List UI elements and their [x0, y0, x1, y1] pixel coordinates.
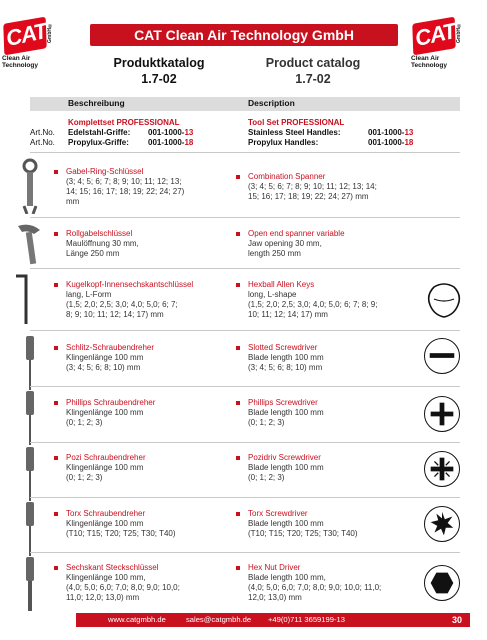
logo-gmbh: GmbH®	[47, 22, 53, 43]
divider	[30, 497, 460, 498]
catalog-version-en: 1.7-02	[295, 72, 331, 86]
item-de	[54, 398, 234, 428]
item-en	[236, 563, 426, 603]
set-handle-de: Edelstahl-Griffe:	[68, 128, 131, 137]
item-en	[236, 509, 426, 539]
pozidriv-tip-icon	[424, 451, 460, 487]
adjustable-wrench-icon	[10, 222, 50, 266]
item-title-de: Phillips Schraubendreher	[54, 398, 234, 408]
logo-line2: Technology	[2, 62, 38, 69]
phillips-tip-icon	[424, 396, 460, 432]
torx-tip-icon	[424, 506, 460, 542]
set-handle-de: Propylux-Griffe:	[68, 138, 129, 147]
footer-phone: +49(0)711 3659199-13	[268, 615, 345, 624]
item-desc-en: Blade length 100 mm	[248, 408, 324, 417]
hex-nut-tip-icon	[424, 565, 460, 601]
set-handle-en: Stainless Steel Handles:	[248, 128, 341, 137]
set-artno-en: 001-1000-18	[368, 138, 414, 147]
divider	[30, 552, 460, 553]
item-title-de: Pozi Schraubendreher	[54, 453, 234, 463]
item-desc-de: 14; 15; 16; 17; 18; 19; 22; 24; 27)	[66, 187, 185, 196]
catalog-title-en: Product catalog	[265, 56, 361, 70]
item-en	[236, 343, 426, 373]
item-desc-en: (3; 4; 5; 6; 8; 10) mm	[248, 363, 323, 372]
catalog-title-de: Produktkatalog	[113, 56, 205, 70]
item-desc-en: (1,5; 2,0; 2,5; 3,0; 4,0; 5,0; 6; 7; 8; 9;	[248, 300, 378, 309]
item-de	[54, 509, 234, 539]
item-desc-de: mm	[66, 197, 80, 206]
item-desc-de: Klingenlänge 100 mm	[66, 353, 144, 362]
item-desc-en: Blade length 100 mm	[248, 463, 324, 472]
logo-mark: CAT	[412, 18, 458, 51]
nut-driver-icon	[10, 557, 50, 613]
item-title-en: Hex Nut Driver	[236, 563, 426, 573]
item-title-en: Torx Screwdriver	[236, 509, 426, 519]
item-de	[54, 280, 234, 320]
item-title-de: Gabel-Ring-Schlüssel	[54, 167, 234, 177]
art-no-label: Art.No.	[30, 128, 55, 137]
logo-line2: Technology	[411, 62, 447, 69]
set-artno-de: 001-1000-13	[148, 128, 194, 137]
item-en	[236, 172, 426, 202]
screwdriver-slotted-icon	[10, 336, 50, 392]
item-desc-en: length 250 mm	[248, 249, 301, 258]
item-desc-en: 12,0; 13,0) mm	[248, 593, 302, 602]
item-de	[54, 563, 234, 603]
page-number: 30	[451, 615, 462, 625]
item-desc-de: 8; 9; 10; 11; 12; 14; 17) mm	[66, 310, 164, 319]
logo-mark: CAT	[3, 18, 49, 51]
item-desc-en: (0; 1; 2; 3)	[248, 473, 285, 482]
item-desc-de: Klingenlänge 100 mm	[66, 408, 144, 417]
item-de	[54, 229, 234, 259]
set-name-en: Tool Set PROFESSIONAL	[248, 118, 345, 127]
column-header-bar	[30, 97, 460, 111]
item-desc-de: (3; 4; 5; 6; 8; 10) mm	[66, 363, 141, 372]
footer-email-link[interactable]: sales@catgmbh.de	[186, 615, 252, 624]
catalog-version-de: 1.7-02	[141, 72, 177, 86]
screwdriver-phillips-icon	[10, 391, 50, 447]
footer-bar	[76, 613, 470, 627]
divider	[30, 268, 460, 269]
art-no-label: Art.No.	[30, 138, 55, 147]
item-title-de: Schlitz-Schraubendreher	[54, 343, 234, 353]
item-title-en: Pozidriv Screwdriver	[236, 453, 426, 463]
item-desc-de: Klingenlänge 100 mm	[66, 463, 144, 472]
item-title-de: Torx Schraubendreher	[54, 509, 234, 519]
item-title-de: Kugelkopf-Innensechskantschlüssel	[54, 280, 234, 290]
divider	[30, 386, 460, 387]
item-desc-de: Klingenlänge 100 mm,	[66, 573, 146, 582]
combination-spanner-icon	[10, 158, 50, 214]
logo-gmbh: GmbH®	[456, 22, 462, 43]
item-desc-de: Klingenlänge 100 mm	[66, 519, 144, 528]
item-desc-en: (4,0; 5,0; 6,0; 7,0; 8,0; 9,0; 10,0; 11,0;	[248, 583, 382, 592]
item-desc-de: (1,5; 2,0; 2,5; 3,0; 4,0; 5,0; 6; 7;	[66, 300, 178, 309]
item-en	[236, 280, 426, 320]
item-de	[54, 167, 234, 207]
item-desc-en: Blade length 100 mm,	[248, 573, 326, 582]
item-desc-en: (0; 1; 2; 3)	[248, 418, 285, 427]
item-desc-de: (T10; T15; T20; T25; T30; T40)	[66, 529, 176, 538]
item-desc-de: 11,0; 12,0; 13,0) mm	[66, 593, 140, 602]
item-desc-de: (0; 1; 2; 3)	[66, 473, 103, 482]
header-en: Description	[248, 98, 295, 108]
divider	[30, 442, 460, 443]
item-title-en: Open end spanner variable	[236, 229, 426, 239]
set-artno-en: 001-1000-13	[368, 128, 414, 137]
item-en	[236, 398, 426, 428]
slotted-tip-icon	[424, 338, 460, 374]
item-desc-en: (3; 4; 5; 6; 7; 8; 9; 10; 11; 12; 13; 14;	[248, 182, 377, 191]
allen-key-icon	[10, 272, 50, 328]
item-desc-en: Jaw opening 30 mm,	[248, 239, 322, 248]
logo-line1: Clean Air	[2, 55, 31, 62]
divider	[30, 330, 460, 331]
item-title-en: Phillips Screwdriver	[236, 398, 426, 408]
item-en	[236, 453, 426, 483]
item-desc-de: (4,0; 5,0; 6,0; 7,0; 8,0; 9,0; 10,0;	[66, 583, 180, 592]
set-name-de: Komplettset PROFESSIONAL	[68, 118, 180, 127]
item-desc-en: Blade length 100 mm	[248, 519, 324, 528]
item-de	[54, 343, 234, 373]
item-desc-en: 10; 11; 12; 14; 17) mm	[248, 310, 328, 319]
item-title-de: Rollgabelschlüssel	[54, 229, 234, 239]
item-desc-de: (0; 1; 2; 3)	[66, 418, 103, 427]
item-de	[54, 453, 234, 483]
divider	[30, 152, 460, 153]
item-title-en: Slotted Screwdriver	[236, 343, 426, 353]
item-desc-en: 15; 16; 17; 18; 19; 22; 24; 27) mm	[248, 192, 369, 201]
logo-line1: Clean Air	[411, 55, 440, 62]
item-desc-de: Maulöffnung 30 mm,	[66, 239, 139, 248]
divider	[30, 217, 460, 218]
set-handle-en: Propylux Handles:	[248, 138, 319, 147]
company-logo-right	[411, 18, 473, 69]
item-en	[236, 229, 426, 259]
item-title-en: Hexball Allen Keys	[236, 280, 426, 290]
item-title-de: Sechskant Steckschlüssel	[54, 563, 234, 573]
item-desc-de: Länge 250 mm	[66, 249, 120, 258]
header-de: Beschreibung	[68, 98, 125, 108]
item-desc-de: (3; 4; 5; 6; 7; 8; 9; 10; 11; 12; 13;	[66, 177, 182, 186]
item-desc-en: (T10; T15; T20; T25; T30; T40)	[248, 529, 358, 538]
item-title-en: Combination Spanner	[236, 172, 426, 182]
item-desc-en: Blade length 100 mm	[248, 353, 324, 362]
screwdriver-pozi-icon	[10, 447, 50, 503]
item-desc-de: lang, L-Form	[66, 290, 112, 299]
item-desc-en: long, L-shape	[248, 290, 297, 299]
hexball-tip-icon	[424, 281, 464, 321]
footer-website-link[interactable]: www.catgmbh.de	[108, 615, 166, 624]
company-logo-left	[2, 18, 64, 69]
company-banner: CAT Clean Air Technology GmbH	[90, 24, 398, 46]
screwdriver-torx-icon	[10, 502, 50, 558]
set-artno-de: 001-1000-18	[148, 138, 194, 147]
